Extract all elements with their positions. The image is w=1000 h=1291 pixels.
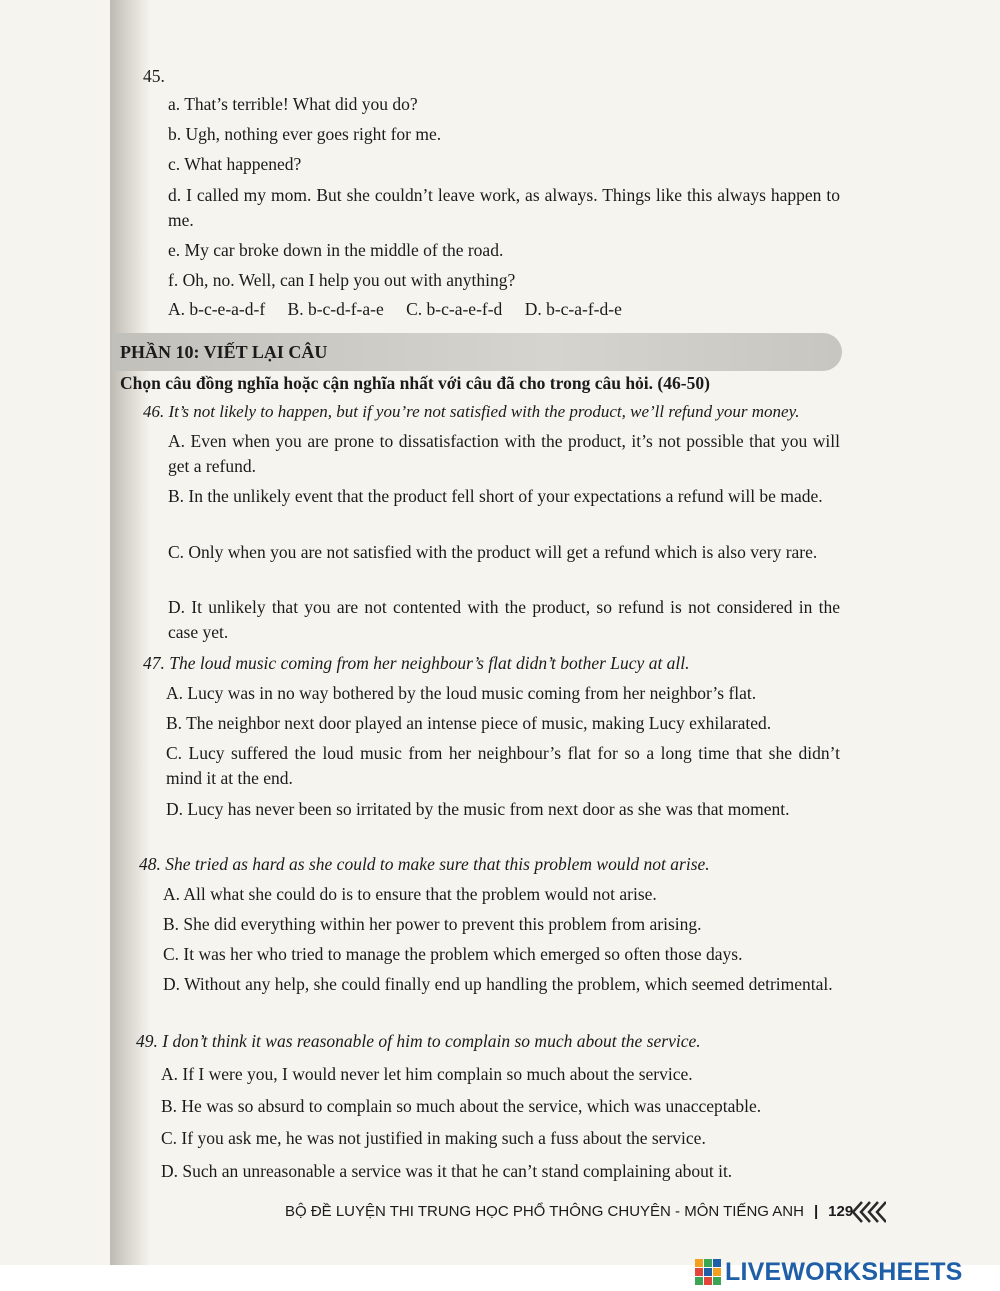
section-instruction: Chọn câu đồng nghĩa hoặc cận nghĩa nhất với câu đã cho trong câu hỏi. (46-50) <box>120 373 710 393</box>
liveworksheets-watermark <box>695 1257 963 1287</box>
q49-option-d[interactable]: D. Such an unreasonable a service was it that he can’t stand complaining about it. <box>161 1161 733 1181</box>
q49-option-b[interactable]: B. He was so absurd to complain so much about the service, which was unacceptable. <box>161 1096 762 1116</box>
q45-option-d[interactable]: D. b-c-a-f-d-e <box>524 299 622 319</box>
chevrons-left-icon <box>850 1199 886 1225</box>
q45-line-b: b. Ugh, nothing ever goes right for me. <box>168 124 442 144</box>
page-number: 129 <box>828 1203 854 1220</box>
q48-option-d[interactable]: D. Without any help, she could finally end up handling the problem, which seemed detrimental. <box>163 974 833 994</box>
q49-option-a[interactable]: A. If I were you, I would never let him complain so much about the service. <box>161 1064 693 1084</box>
q46-option-b[interactable]: B. In the unlikely event that the product fell short of your expectations a refund will be made. <box>168 486 823 506</box>
q48-option-c[interactable]: C. It was her who tried to manage the problem which emerged so often those days. <box>163 944 743 964</box>
q45-option-c[interactable]: C. b-c-a-e-f-d <box>406 299 503 319</box>
footer-book-title: BỘ ĐỀ LUYỆN THI TRUNG HỌC PHỔ THÔNG CHUYÊN - MÔN TIẾNG ANH <box>285 1203 804 1220</box>
q45-option-a[interactable]: A. b-c-e-a-d-f <box>168 299 266 319</box>
section-title: PHẦN 10: VIẾT LẠI CÂU <box>120 342 328 362</box>
q46-option-d[interactable]: D. It unlikely that you are not contented with the product, so refund is not considered in the case yet. <box>168 597 840 642</box>
q45-line-c: c. What happened? <box>168 154 302 174</box>
q45-option-b[interactable]: B. b-c-d-f-a-e <box>287 299 384 319</box>
liveworksheets-brand-text: LIVEWORKSHEETS <box>725 1258 963 1286</box>
q45-line-f: f. Oh, no. Well, can I help you out with anything? <box>168 270 516 290</box>
page-gutter-shadow <box>110 0 150 1265</box>
q48-stem: 48. She tried as hard as she could to make sure that this problem would not arise. <box>139 854 710 874</box>
q47-option-a[interactable]: A. Lucy was in no way bothered by the loud music coming from her neighbor’s flat. <box>166 683 757 703</box>
q46-option-a[interactable]: A. Even when you are prone to dissatisfaction with the product, it’s not possible that you will get a refund. <box>168 431 840 476</box>
q45-line-a: a. That’s terrible! What did you do? <box>168 94 418 114</box>
q45-line-d: d. I called my mom. But she couldn’t leave work, as always. Things like this always happen to me. <box>168 185 840 230</box>
q45-line-e: e. My car broke down in the middle of the road. <box>168 240 504 260</box>
q47-option-c[interactable]: C. Lucy suffered the loud music from her neighbour’s flat for so a long time that she didn’t mind it at the end. <box>166 743 840 788</box>
q46-option-c[interactable]: C. Only when you are not satisfied with the product will get a refund which is also very rare. <box>168 542 818 562</box>
q45-number: 45. <box>143 66 165 86</box>
q47-option-d[interactable]: D. Lucy has never been so irritated by the music from next door as she was that moment. <box>166 799 790 819</box>
q49-stem: 49. I don’t think it was reasonable of him to complain so much about the service. <box>136 1031 701 1051</box>
q47-stem: 47. The loud music coming from her neighbour’s flat didn’t bother Lucy at all. <box>143 653 690 673</box>
q48-option-b[interactable]: B. She did everything within her power to prevent this problem from arising. <box>163 914 702 934</box>
page-footer <box>285 1202 853 1222</box>
q48-option-a[interactable]: A. All what she could do is to ensure that the problem would not arise. <box>163 884 657 904</box>
q49-option-c[interactable]: C. If you ask me, he was not justified in making such a fuss about the service. <box>161 1128 706 1148</box>
footer-separator: | <box>813 1203 819 1220</box>
q46-stem: 46. It’s not likely to happen, but if you’re not satisfied with the product, we’ll refund your money. <box>143 402 800 421</box>
q47-option-b[interactable]: B. The neighbor next door played an intense piece of music, making Lucy exhilarated. <box>166 713 772 733</box>
q45-options <box>168 297 640 322</box>
liveworksheets-logo-icon <box>695 1259 721 1285</box>
